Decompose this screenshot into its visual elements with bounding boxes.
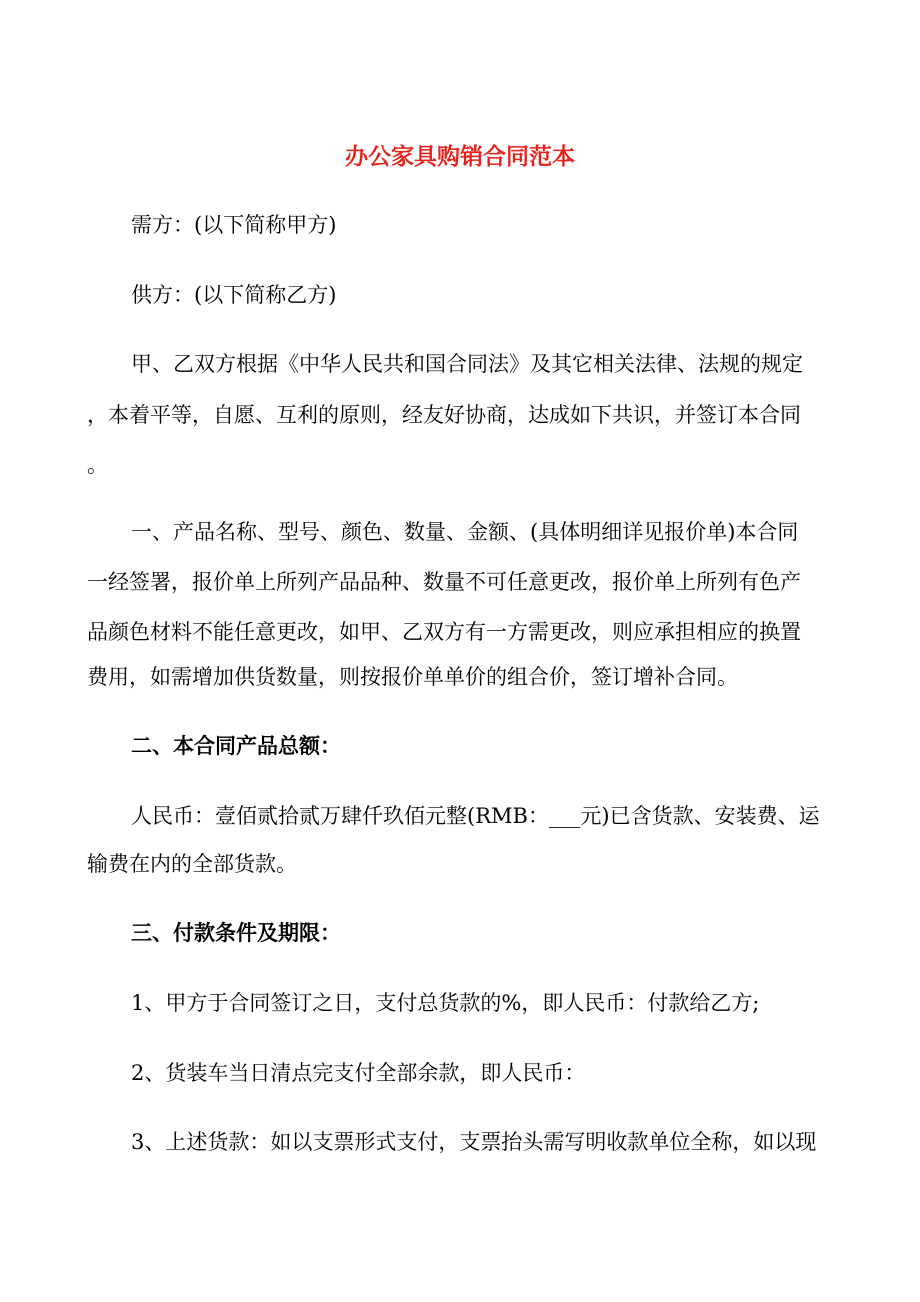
clause2-line-2: 输费在内的全部货款。 [87, 852, 297, 876]
document-title: 办公家具购销合同范本 [345, 144, 575, 170]
seller-line: 供方：(以下简称乙方) [131, 283, 337, 307]
clause1-line-2: 一经签署，报价单上所列产品品种、数量不可任意更改，报价单上所列有色产 [87, 570, 801, 594]
clause2-heading: 二、本合同产品总额： [131, 734, 341, 758]
intro-line-1: 甲、乙双方根据《中华人民共和国合同法》及其它相关法律、法规的规定 [131, 352, 803, 376]
clause2-line-1: 人民币：壹佰贰拾贰万肆仟玖佰元整(RMB：___元)已含货款、安装费、运 [131, 804, 820, 828]
clause3-item-3: 3、上述货款：如以支票形式支付，支票抬头需写明收款单位全称，如以现 [131, 1130, 817, 1154]
clause3-item-1: 1、甲方于合同签订之日，支付总货款的%，即人民币：付款给乙方; [131, 991, 760, 1015]
buyer-line: 需方：(以下简称甲方) [131, 213, 337, 237]
clause1-line-4: 费用，如需增加供货数量，则按报价单单价的组合价，签订增补合同。 [87, 665, 738, 689]
intro-line-2: ，本着平等，自愿、互利的原则，经友好协商，达成如下共识，并签订本合同 [87, 403, 801, 427]
intro-line-3: 。 [87, 453, 108, 477]
clause3-heading: 三、付款条件及期限： [131, 921, 341, 945]
clause3-item-2: 2、货装车当日清点完支付全部余款，即人民币： [131, 1061, 586, 1085]
clause1-line-3: 品颜色材料不能任意更改，如甲、乙双方有一方需更改，则应承担相应的换置 [87, 620, 801, 644]
clause1-line-1: 一、产品名称、型号、颜色、数量、金额、(具体明细详见报价单)本合同 [131, 520, 799, 544]
